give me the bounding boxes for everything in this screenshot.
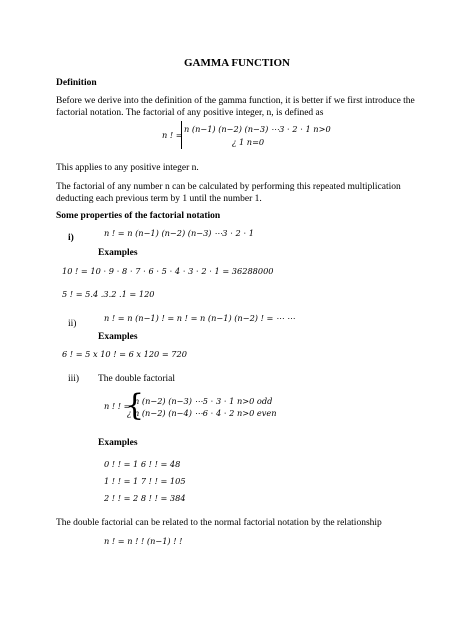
intro-line-1: Before we derive into the definition of the gamma function, it is better if we first introduce the	[56, 96, 415, 106]
double-example-2: 1 ! ! = 1 7 ! ! = 105	[104, 476, 186, 486]
applies-text: This applies to any positive integer n.	[56, 163, 199, 173]
examples-label-1: Examples	[98, 248, 138, 258]
example-1: 10 ! = 10 ⋅ 9 ⋅ 8 ⋅ 7 ⋅ 6 ⋅ 5 ⋅ 4 ⋅ 3 ⋅ 2 ⋅ 1 = 36288000	[62, 266, 274, 276]
examples-label-2: Examples	[98, 332, 138, 342]
double-factorial-brace: {	[125, 388, 145, 423]
property-3-text: The double factorial	[98, 374, 176, 384]
double-factorial-lhs: n ! ! =	[104, 401, 131, 411]
property-3-label: iii)	[68, 374, 80, 384]
property-2-formula: n ! = n (n−1) ! = n ! = n (n−1) (n−2) ! = ⋯ ⋯	[104, 313, 295, 323]
def-case-2: ¿ 1 n=0	[232, 137, 265, 147]
double-factorial-case-2: ¿ n (n−2) (n−4) ⋯6 ⋅ 4 ⋅ 2 n>0 even	[127, 408, 277, 418]
double-example-1: 0 ! ! = 1 6 ! ! = 48	[104, 459, 181, 469]
double-example-3: 2 ! ! = 2 8 ! ! = 384	[104, 493, 186, 503]
relation-text: The double factorial can be related to the normal factorial notation by the relationship	[56, 518, 382, 528]
example-3: 6 ! = 5 x 10 ! = 6 x 120 = 720	[62, 349, 187, 359]
example-2: 5 ! = 5.4 .3.2 .1 = 120	[62, 289, 155, 299]
def-lhs: n ! =	[162, 130, 183, 140]
examples-label-3: Examples	[98, 438, 138, 448]
definition-heading: Definition	[56, 78, 97, 88]
def-brace	[181, 121, 182, 149]
relation-formula: n ! = n ! ! (n−1) ! !	[104, 536, 183, 546]
double-factorial-case-1: n (n−2) (n−3) ⋯5 ⋅ 3 ⋅ 1 n>0 odd	[134, 396, 273, 406]
calc-line-1: The factorial of any number n can be calculated by performing this repeated multiplication	[56, 182, 401, 192]
def-case-1: n (n−1) (n−2) (n−3) ⋯3 ⋅ 2 ⋅ 1 n>0	[184, 124, 331, 134]
page-title: GAMMA FUNCTION	[183, 57, 291, 69]
properties-heading: Some properties of the factorial notation	[56, 211, 221, 221]
property-1-label: i)	[68, 233, 74, 243]
property-1-formula: n ! = n (n−1) (n−2) (n−3) ⋯3 ⋅ 2 ⋅ 1	[104, 228, 254, 238]
intro-line-2: factorial notation. The factorial of any positive integer, n, is defined as	[56, 108, 324, 118]
calc-line-2: deducting each previous term by 1 until the number 1.	[56, 194, 262, 204]
property-2-label: ii)	[68, 319, 77, 329]
